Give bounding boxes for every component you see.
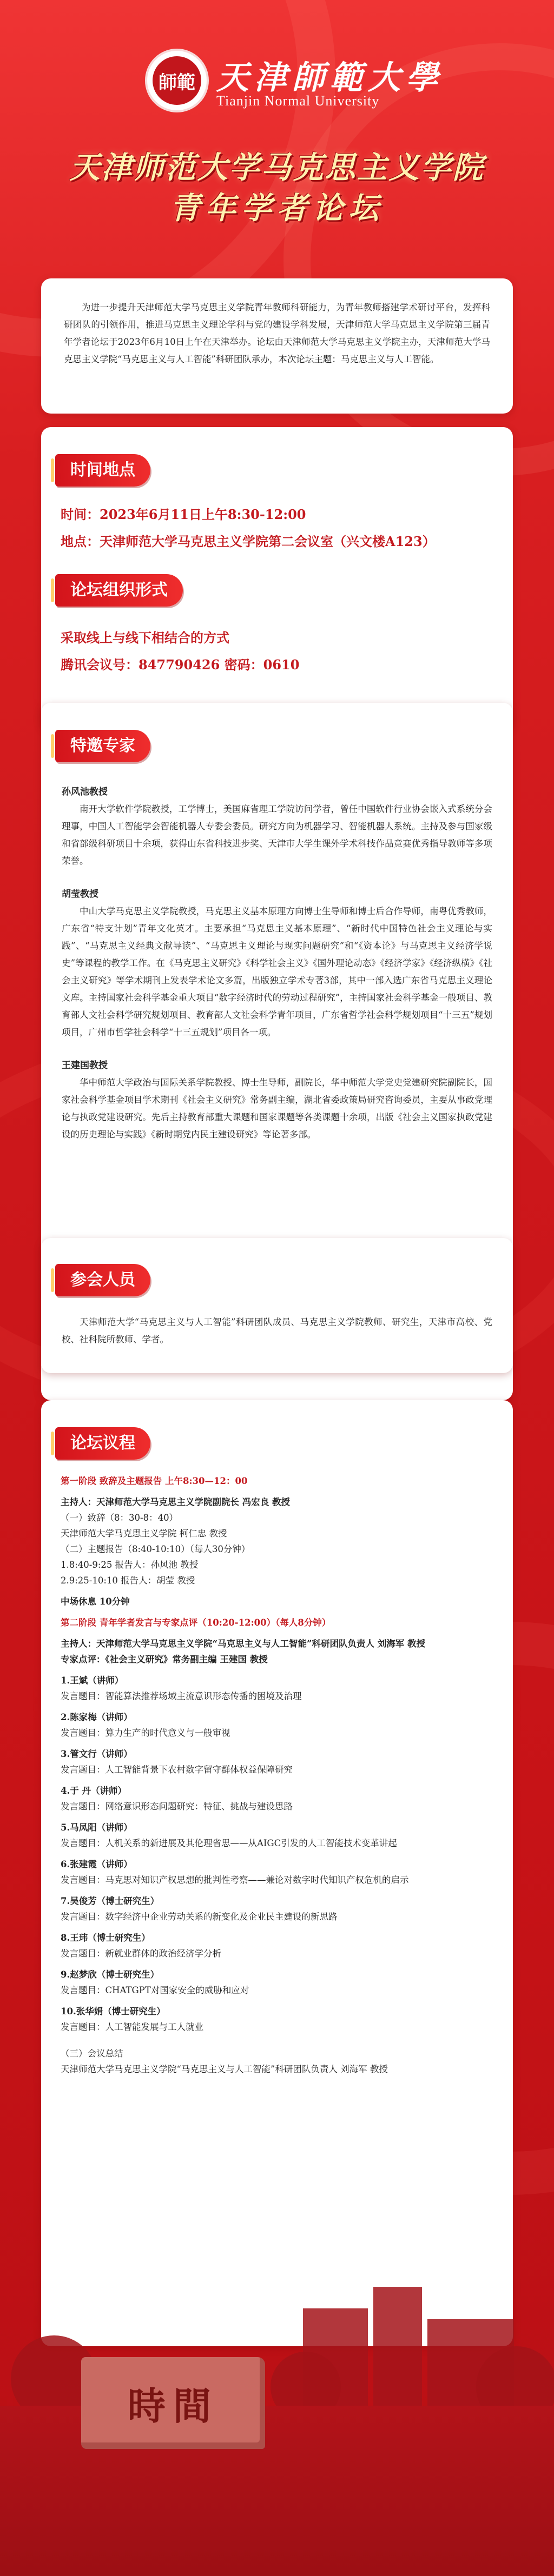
speaker-name: 10.张华娟（博士研究生） xyxy=(61,2006,166,2016)
expert-name: 王建国教授 xyxy=(62,1060,108,1071)
speaker-name: 7.吴俊芳（博士研究生） xyxy=(61,1896,160,1906)
speaker-topic: 发言题目：新就业群体的政治经济学分析 xyxy=(61,1948,221,1959)
commentator: 专家点评：《社会主义研究》常务副主编 王建国 教授 xyxy=(61,1654,268,1665)
speaker-topic: 发言题目：人工智能发展与工人就业 xyxy=(61,2022,203,2032)
opening-heading: （一）致辞（8：30-8：40） xyxy=(61,1513,179,1523)
engraved-stone xyxy=(81,2357,265,2449)
stone-inscription: 時間 xyxy=(128,2383,219,2428)
university-seal-logo xyxy=(145,49,209,112)
summary-text: 天津师范大学马克思主义学院“马克思主义与人工智能”科研团队负责人 刘海军 教授 xyxy=(61,2064,388,2074)
time-place-card xyxy=(41,427,513,730)
speaker-name: 1.王斌（讲师） xyxy=(61,1675,124,1686)
expert-item xyxy=(62,784,492,870)
speaker-topic: 发言题目：数字经济中企业劳动关系的新变化及企业民主建设的新思路 xyxy=(61,1912,338,1922)
speaker-topic: 发言题目：马克思对知识产权思想的批判性考察——兼论对数字时代知识产权危机的启示 xyxy=(61,1875,409,1885)
host-2: 主持人：天津师范大学马克思主义学院“马克思主义与人工智能”科研团队负责人 刘海军 教授 xyxy=(61,1639,425,1649)
section-label-experts: 特邀专家 xyxy=(55,730,150,762)
title-line-1: 天津师范大学马克思主义学院 xyxy=(69,150,485,185)
speaker-item xyxy=(61,2003,493,2035)
intro-card xyxy=(41,278,513,414)
talk-1: 1.8:40-9:25 报告人：孙风池 教授 xyxy=(61,1560,199,1570)
expert-bio: 南开大学软件学院教授，工学博士，美国麻省理工学院访问学者，曾任中国软件行业协会嵌入式系统分会理事，中国人工智能学会智能机器人专委会委员。研究方向为机器学习、智能机器人系统。主持及参与国家级和省部级科研项目十余项，获得山东省科技进步奖、天津市大学生课外学术科技作品竞赛优秀指导教师等多项荣誉。 xyxy=(62,804,492,866)
university-name-en: Tianjin Normal University xyxy=(216,93,380,109)
place-line: 地点：天津师范大学马克思主义学院第二会议室（兴文楼A123） xyxy=(61,534,436,549)
break-line: 中场休息 10分钟 xyxy=(61,1596,130,1607)
speaker-name: 2.陈家梅（讲师） xyxy=(61,1712,133,1722)
expert-bio: 中山大学马克思主义学院教授，马克思主义基本原理方向博士生导师和博士后合作导师，南粤优秀教师，广东省“特支计划”青年文化英才。主要承担“马克思主义基本原理”、“新时代中国特色社会主义理论与实践”、“马克思主义经典文献导读”、“马克思主义理论与现实问题研究”和“《资本论》与马克思主义经济学说史”等课程的教学工作。在《马克思主义研究》《科学社会主义》《国外理论动态》《经济学家》《经济纵横》《社会主义研究》等学术期刊上发表学术论文多篇，出版独立学术专著3部，其中一部入选广东省马克思主义理论文库。主持国家社会科学基金重大项目“数字经济时代的劳动过程研究”，主持国家社会科学基金一般项目、教育部人文社会科学研究规划项目、教育部人文社会科学青年项目，广东省哲学社会科学规划项目“十三五”规划项目，广州市哲学社会科学“十三五规划”项目各一项。 xyxy=(62,906,492,1037)
speaker-item xyxy=(61,1673,493,1704)
time-line: 时间：2023年6月11日上午8:30-12:00 xyxy=(61,507,306,522)
building-silhouette xyxy=(373,2287,422,2417)
speaker-topic: 发言题目：网络意识形态问题研究：特征、挑战与建设思路 xyxy=(61,1801,293,1812)
host-1: 主持人：天津师范大学马克思主义学院副院长 冯宏良 教授 xyxy=(61,1497,290,1507)
keynote-heading: （二）主题报告（8:40-10:10）（每人30分钟） xyxy=(61,1544,250,1554)
attendees-text: 天津师范大学“马克思主义与人工智能”科研团队成员、马克思主义学院教师、研究生，天津市高校、党校、社科院所教师、学者。 xyxy=(62,1317,492,1344)
university-name-cn: 天津師範大學 xyxy=(216,59,444,97)
section-label-agenda: 论坛议程 xyxy=(55,1427,150,1460)
speaker-topic: 发言题目：人工智能背景下农村数字留守群体权益保障研究 xyxy=(61,1765,293,1775)
speaker-item xyxy=(61,1967,493,1998)
speaker-name: 6.张建霞（讲师） xyxy=(61,1859,133,1869)
seal-text: 師範 xyxy=(153,56,201,105)
expert-item xyxy=(62,1057,492,1143)
title-line-2: 青年学者论坛 xyxy=(170,191,384,226)
speaker-topic: 发言题目：人机关系的新进展及其伦理省思——从AIGC引发的人工智能技术变革讲起 xyxy=(61,1838,397,1848)
agenda-body xyxy=(61,1473,493,2077)
page-title xyxy=(0,149,554,230)
speaker-item xyxy=(61,1709,493,1741)
section-label-time-place: 时间地点 xyxy=(55,454,150,487)
talk-2: 2.9:25-10:10 报告人：胡莹 教授 xyxy=(61,1575,195,1586)
speaker-item xyxy=(61,1856,493,1888)
expert-item xyxy=(62,886,492,1041)
section-label-attendees: 参会人员 xyxy=(55,1264,150,1296)
speaker-item xyxy=(61,1893,493,1925)
opening-speaker: 天津师范大学马克思主义学院 柯仁忠 教授 xyxy=(61,1528,227,1539)
speaker-name: 9.赵梦欣（博士研究生） xyxy=(61,1969,160,1980)
intro-text: 为进一步提升天津师范大学马克思主义学院青年教师科研能力，为青年教师搭建学术研讨平台，发挥科研团队的引领作用，推进马克思主义理论学科与党的建设学科发展，天津师范大学马克思主义学院第三届青年学者论坛于2023年6月10日上午在天津举办。论坛由天津师范大学马克思主义学院主办，天津师范大学马克思主义学院“马克思主义与人工智能”科研团队承办，本次论坛主题：马克思主义与人工智能。 xyxy=(64,302,490,364)
expert-bio: 华中师范大学政治与国际关系学院教授、博士生导师，副院长，华中师范大学党史党建研究院副院长，国家社会科学基金项目学术期刊《社会主义研究》常务副主编，湖北省委政策局研究咨询委员，主要从事政党理论与执政党建设研究。先后主持教育部重大课题和国家课题等各类课题十余项，出版《社会主义国家执政党建设的历史理论与实践》《新时期党内民主建设研究》等论著多部。 xyxy=(62,1077,492,1140)
expert-name: 胡莹教授 xyxy=(62,889,98,900)
speaker-topic: 发言题目：CHATGPT对国家安全的威胁和应对 xyxy=(61,1985,249,1995)
speaker-topic: 发言题目：算力生产的时代意义与一般审视 xyxy=(61,1728,230,1738)
format-mode: 采取线上与线下相结合的方式 xyxy=(61,630,229,645)
speaker-topic: 发言题目：智能算法推荐场域主流意识形态传播的困境及治理 xyxy=(61,1691,302,1701)
summary-heading: （三）会议总结 xyxy=(61,2048,123,2059)
expert-name: 孙风池教授 xyxy=(62,787,108,797)
phase-2-title: 第二阶段 青年学者发言与专家点评（10:20-12:00）（每人8分钟） xyxy=(61,1618,331,1628)
experts-list xyxy=(62,784,492,1143)
speaker-name: 5.马凤阳（讲师） xyxy=(61,1822,133,1833)
bottom-scene xyxy=(0,2287,554,2576)
header xyxy=(0,49,554,119)
attendees-card xyxy=(41,1238,513,1373)
speaker-name: 8.王玮（博士研究生） xyxy=(61,1933,150,1943)
speaker-item xyxy=(61,1746,493,1778)
speaker-name: 4.于 丹（讲师） xyxy=(61,1786,127,1796)
agenda-card xyxy=(41,1400,513,2346)
phase-1-title: 第一阶段 致辞及主题报告 上午8:30—12：00 xyxy=(61,1476,248,1486)
speaker-item xyxy=(61,1820,493,1851)
speaker-item xyxy=(61,1930,493,1961)
meeting-info: 腾讯会议号：847790426 密码：0610 xyxy=(61,657,300,673)
speaker-name: 3.管文行（讲师） xyxy=(61,1749,133,1759)
section-label-format: 论坛组织形式 xyxy=(55,574,183,607)
speaker-item xyxy=(61,1783,493,1814)
